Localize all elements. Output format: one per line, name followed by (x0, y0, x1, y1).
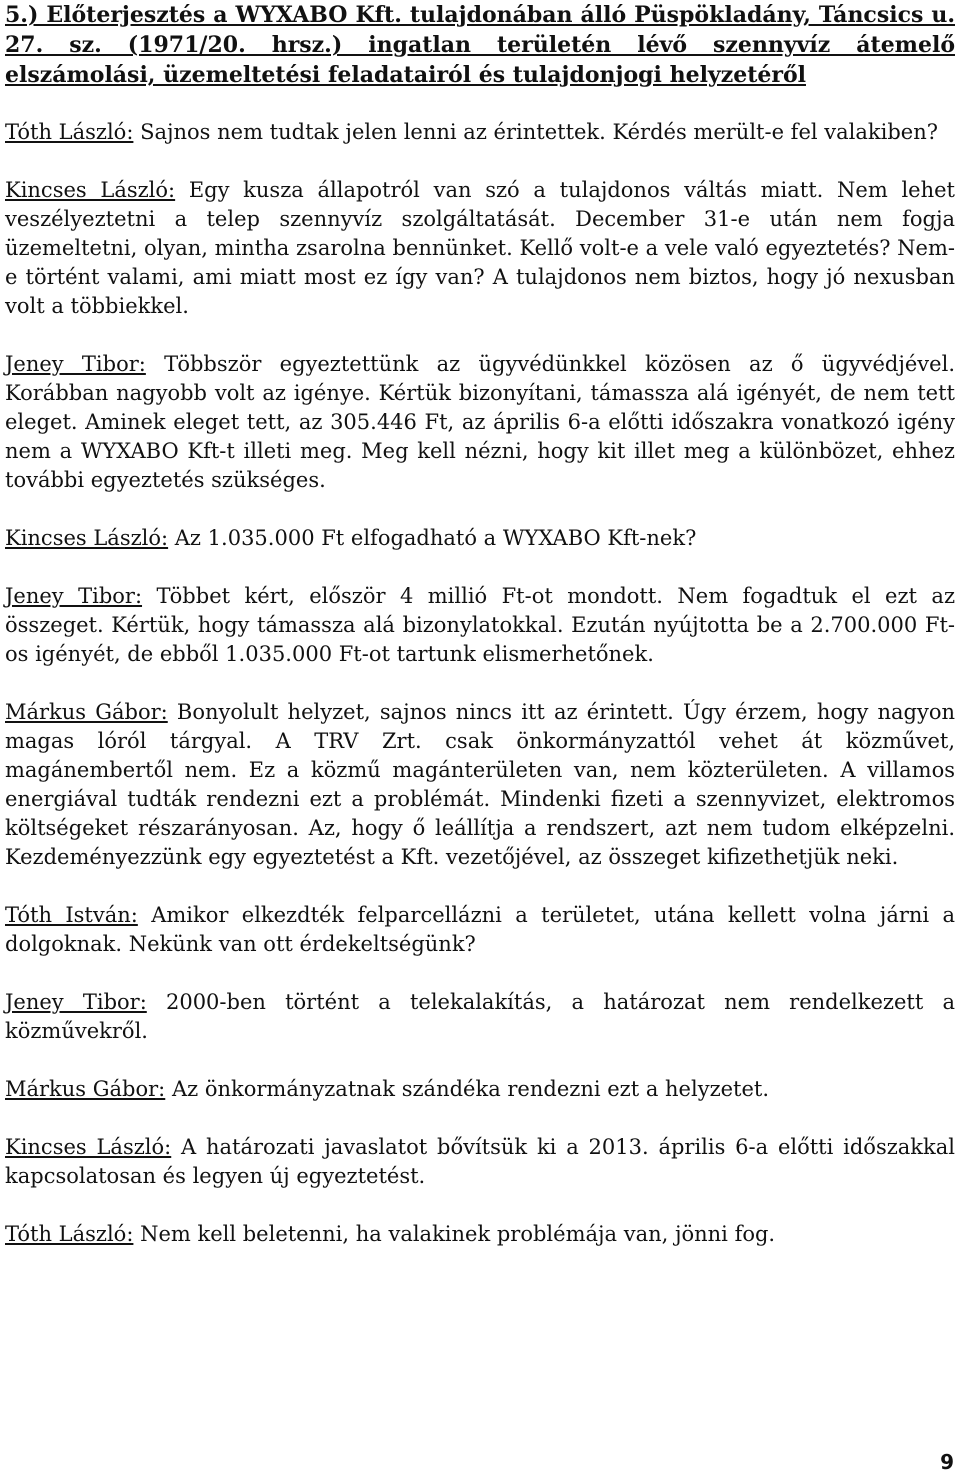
minutes-paragraph (5, 582, 955, 669)
speaker-name: Márkus Gábor: (5, 1077, 166, 1101)
paragraph-text: Amikor elkezdték felparcellázni a területet, utána kellett volna járni a dolgoknak. Nekünk van ott érdekeltségünk? (5, 903, 955, 956)
speaker-name: Jeney Tibor: (5, 352, 146, 376)
speaker-name: Kincses László: (5, 1135, 172, 1159)
speaker-name: Jeney Tibor: (5, 584, 143, 608)
paragraph-text: Többet kért, először 4 millió Ft-ot mondott. Nem fogadtuk el ezt az összeget. Kértük, hogy támassza alá bizonylatokkal. Ezután nyújtotta be a 2.700.000 Ft-os igényét, de ebből 1.035.000 Ft-ot tartunk elismerhetőnek. (5, 584, 956, 666)
page-number: 9 (940, 1450, 954, 1474)
minutes-paragraph (5, 350, 955, 495)
paragraph-text: Egy kusza állapotról van szó a tulajdonos váltás miatt. Nem lehet veszélyeztetni a telep szennyvíz szolgáltatását. December 31-e után nem fogja üzemeltetni, olyan, mintha zsarolna bennünket. Kellő volt-e a vele való egyeztetés? Nem-e történt valami, ami miatt most ez így van? A tulajdonos nem biztos, hogy jó nexusban volt a többiekkel. (5, 178, 955, 318)
minutes-paragraph (5, 988, 955, 1046)
minutes-paragraph (5, 901, 955, 959)
speaker-name: Tóth István: (5, 903, 138, 927)
minutes-paragraph (5, 118, 955, 147)
paragraph-text: Az 1.035.000 Ft elfogadható a WYXABO Kft-nek? (168, 526, 697, 550)
minutes-paragraph (5, 1220, 955, 1249)
paragraph-text: Bonyolult helyzet, sajnos nincs itt az érintett. Úgy érzem, hogy nagyon magas lóról tárgyal. A TRV Zrt. csak önkormányzattól vehet át közművet, magánembertől nem. Ez a közmű magánterületen van, nem közterületen. A villamos energiával tudták rendezni ezt a problémát. Mindenki fizeti a szennyvizet, elektromos költségeket részarányosan. Az, hogy ő leállítja a rendszert, azt nem tudom elképzelni. Kezdeményezzünk egy egyeztetést a Kft. vezetőjével, az összeget kifizethetjük neki. (5, 700, 955, 869)
speaker-name: Márkus Gábor: (5, 700, 168, 724)
minutes-paragraph (5, 176, 955, 321)
paragraph-text: 2000-ben történt a telekalakítás, a határozat nem rendelkezett a közművekről. (5, 990, 955, 1043)
paragraph-text: Sajnos nem tudtak jelen lenni az érintettek. Kérdés merült-e fel valakiben? (133, 120, 938, 144)
paragraph-text: A határozati javaslatot bővítsük ki a 2013. április 6-a előtti időszakkal kapcsolatosan és legyen új egyeztetést. (5, 1135, 955, 1188)
speaker-name: Kincses László: (5, 178, 176, 202)
paragraph-text: Az önkormányzatnak szándéka rendezni ezt a helyzetet. (165, 1077, 770, 1101)
document-page (5, 0, 955, 1249)
paragraph-text: Nem kell beletenni, ha valakinek problémája van, jönni fog. (133, 1222, 776, 1246)
minutes-paragraph (5, 698, 955, 872)
agenda-item-heading: 5.) Előterjesztés a WYXABO Kft. tulajdonában álló Püspökladány, Táncsics u. 27. sz. (1971/20. hrsz.) ingatlan területén lévő szennyvíz átemelő elszámolási, üzemeltetési feladatairól és tulajdonjogi helyzetéről (5, 2, 955, 88)
minutes-paragraph (5, 1133, 955, 1191)
speaker-name: Kincses László: (5, 526, 169, 550)
speaker-name: Tóth László: (5, 1222, 134, 1246)
speaker-name: Tóth László: (5, 120, 134, 144)
minutes-paragraph (5, 1075, 955, 1104)
paragraph-text: Többször egyeztettünk az ügyvédünkkel közösen az ő ügyvédjével. Korábban nagyobb volt az igénye. Kértük bizonyítani, támassza alá igényét, de nem tett eleget. Aminek eleget tett, az 305.446 Ft, az április 6-a előtti időszakra vonatkozó igény nem a WYXABO Kft-t illeti meg. Meg kell nézni, hogy kit illet meg a különbözet, ehhez további egyeztetés szükséges. (5, 352, 955, 492)
speaker-name: Jeney Tibor: (5, 990, 147, 1014)
minutes-paragraph (5, 524, 955, 553)
